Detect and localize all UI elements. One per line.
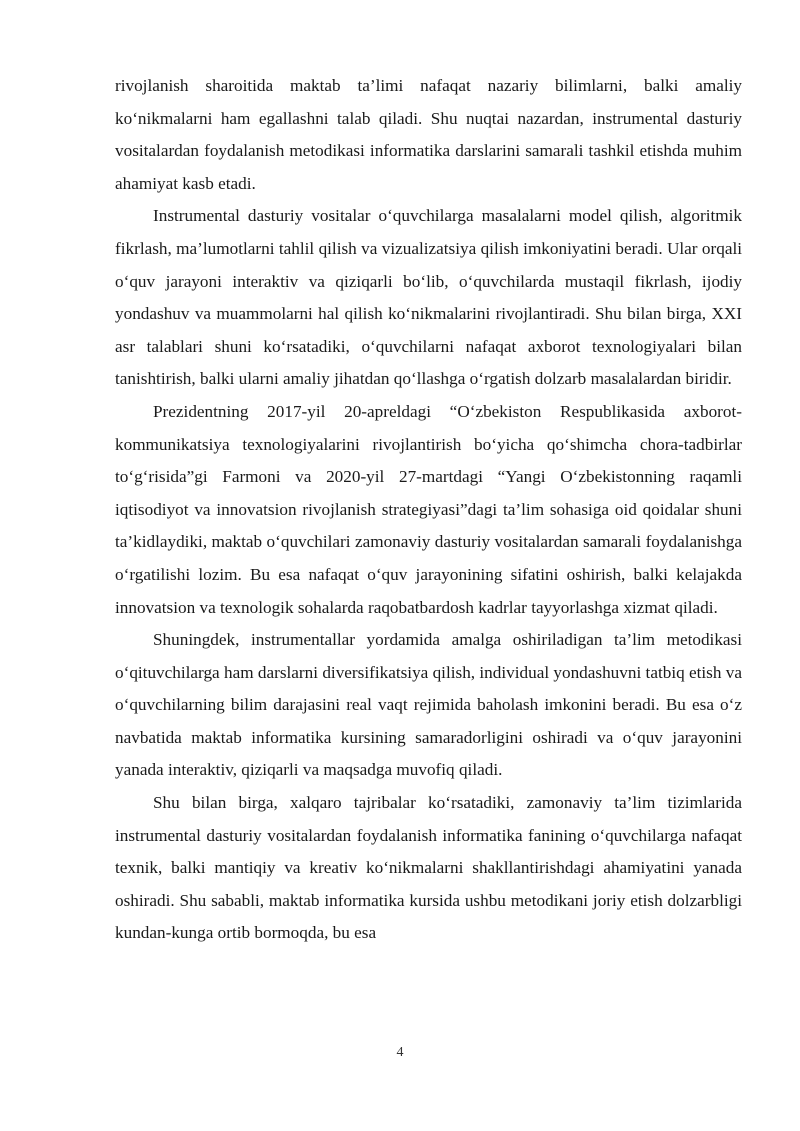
document-body (115, 70, 742, 950)
page-number: 4 (396, 1045, 404, 1060)
paragraph-teaching-methodology: Shuningdek, instrumentallar yordamida amalga oshiriladigan ta’lim metodikasi o‘qituvchilarga ham darslarni diversifikatsiya qilish, individual yondashuvni tatbiq etish va o‘quvchilarning bilim darajasini real vaqt rejimida baholash imkonini beradi. Bu esa o‘z navbatida maktab informatika kursining samaradorligini oshiradi va o‘quv jarayonini yanada interaktiv, qiziqarli va maqsadga muvofiq qiladi. (115, 630, 742, 780)
paragraph-instrumental-tools: Instrumental dasturiy vositalar o‘quvchilarga masalalarni model qilish, algoritmik fikrlash, ma’lumotlarni tahlil qilish va vizualizatsiya qilish imkoniyatini beradi. Ular orqali o‘quv jarayoni interaktiv va qiziqarli bo‘lib, o‘quvchilarda mustaqil fikrlash, ijodiy yondashuv va muammolarni hal qilish ko‘nikmalarini rivojlantiradi. Shu bilan birga, XXI asr talablari shuni ko‘rsatadiki, o‘quvchilarni nafaqat axborot texnologiyalari bilan tanishtirish, balki ularni amaliy jihatdan qo‘llashga o‘rgatish dolzarb masalalardan biridir. (115, 206, 742, 389)
paragraph-presidential-decree: Prezidentning 2017-yil 20-apreldagi “O‘zbekiston Respublikasida axborot-kommunikatsiya texnologiyalarini rivojlantirish bo‘yicha qo‘shimcha chora-tadbirlar to‘g‘risida”gi Farmoni va 2020-yil 27-martdagi “Yangi O‘zbekistonning raqamli iqtisodiyot va innovatsion rivojlanish strategiyasi”dagi ta’lim sohasiga oid qoidalar shuni ta’kidlaydiki, maktab o‘quvchilari zamonaviy dasturiy vositalardan samarali foydalanishga o‘rgatilishi lozim. Bu esa nafaqat o‘quv jarayonining sifatini oshirish, balki kelajakda innovatsion va texnologik sohalarda raqobatbardosh kadrlar tayyorlashga xizmat qiladi. (115, 401, 742, 617)
paragraph-continuation: rivojlanish sharoitida maktab ta’limi nafaqat nazariy bilimlarni, balki amaliy ko‘nikmalarni ham egallashni talab qiladi. Shu nuqtai nazardan, instrumental dasturiy vositalardan foydalanish metodikasi informatika darslarini samarali tashkil etishda muhim ahamiyat kasb etadi. (115, 76, 742, 193)
paragraph-international-experience: Shu bilan birga, xalqaro tajribalar ko‘rsatadiki, zamonaviy ta’lim tizimlarida instrumental dasturiy vositalardan foydalanish informatika fanining o‘quvchilarga nafaqat texnik, balki mantiqiy va kreativ ko‘nikmalarni shakllantirishdagi ahamiyatini yanada oshiradi. Shu sababli, maktab informatika kursida ushbu metodikani joriy etish dolzarbligi kundan-kunga ortib bormoqda, bu esa (115, 793, 742, 943)
